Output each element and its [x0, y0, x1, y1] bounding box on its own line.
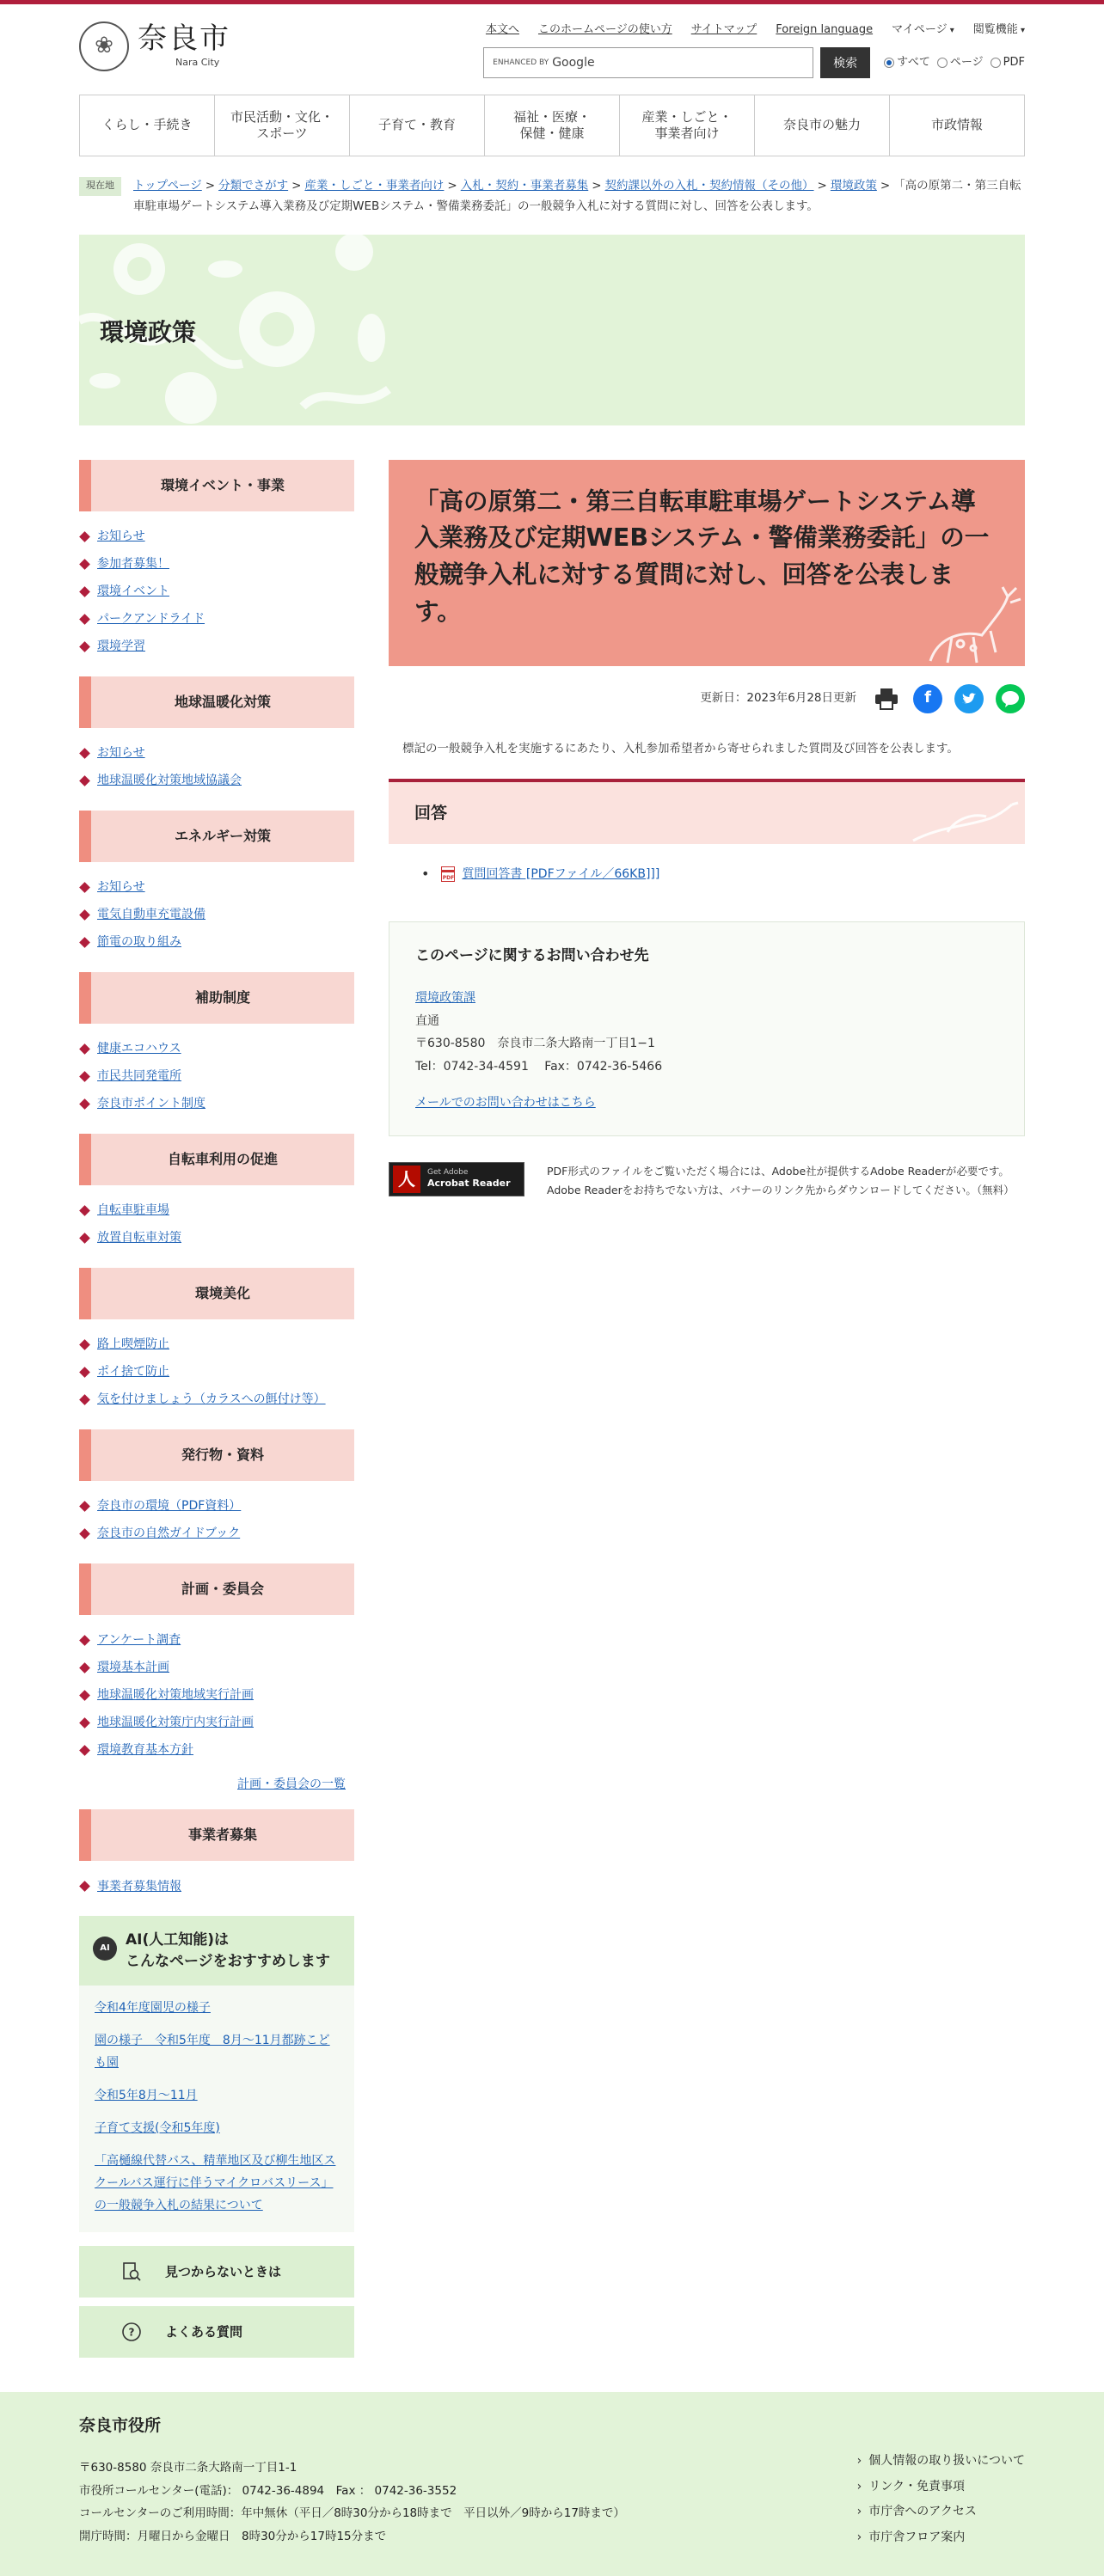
list-item [79, 1493, 354, 1521]
sidebar-link[interactable]: 奈良市の自然ガイドブック [97, 1527, 241, 1541]
list-item [79, 1682, 354, 1710]
site-name: 奈良市 [138, 21, 230, 56]
sidebar-link[interactable]: 市民共同発電所 [97, 1069, 181, 1084]
nav-childcare[interactable]: 子育て・教育 [349, 95, 484, 156]
contact-address: 〒630-8580 奈良市二条大路南一丁目1−1 [415, 1037, 655, 1051]
site-footer [0, 2392, 1104, 2576]
scope-all-radio[interactable]: すべて [884, 54, 930, 72]
sidebar-link[interactable]: 環境基本計画 [97, 1661, 169, 1675]
contact-dept-link[interactable]: 環境政策課 [415, 990, 475, 1005]
sidebar-heading: 発行物・資料 [79, 1429, 354, 1481]
list-item [79, 1359, 354, 1386]
crane-illustration [905, 801, 1025, 844]
get-adobe-reader-banner[interactable]: 人 Get Adobe Acrobat Reader [389, 1162, 524, 1196]
city-emblem-icon: ❀ [79, 21, 129, 71]
nav-city-info[interactable]: 市政情報 [889, 95, 1024, 156]
sidebar-link[interactable]: 気を付けましょう（カラスへの餌付け等） [97, 1392, 326, 1407]
breadcrumb-tag: 現在地 [79, 177, 121, 196]
list-item [79, 874, 354, 902]
list-item [79, 1063, 354, 1091]
sidebar [79, 460, 354, 2367]
sidebar-link[interactable]: 奈良市の環境（PDF資料） [97, 1499, 242, 1514]
sidebar-heading: 計画・委員会 [79, 1563, 354, 1615]
floor-guide-link[interactable]: 市庁舎フロア案内 [868, 2530, 966, 2544]
sidebar-link[interactable]: 環境イベント [97, 584, 169, 599]
mypage-dropdown[interactable]: マイページ ▾ [892, 21, 954, 40]
section-title: 環境政策 [100, 317, 197, 346]
sidebar-link[interactable]: お知らせ [97, 880, 145, 895]
footer-links [857, 2449, 1025, 2550]
ai-recommend-link[interactable]: 令和4年度園児の様子 [95, 2001, 211, 2016]
sidebar-link[interactable]: 電気自動車充電設備 [97, 908, 205, 922]
contact-box [389, 921, 1025, 1136]
sidebar-heading: 環境イベント・事業 [79, 460, 354, 511]
privacy-link[interactable]: 個人情報の取り扱いについて [868, 2454, 1025, 2469]
list-item [79, 1331, 354, 1359]
crumb-business[interactable]: 産業・しごと・事業者向け [304, 179, 445, 193]
footer-address: 〒630-8580 奈良市二条大路南一丁目1-1 [79, 2460, 297, 2475]
sidebar-link[interactable]: 自転車駐車場 [97, 1203, 169, 1218]
sidebar-link[interactable]: パークアンドライド [97, 612, 205, 627]
not-found-label: 見つからないときは [165, 2264, 282, 2280]
list-item [79, 929, 354, 957]
site-name-en: Nara City [175, 56, 220, 68]
list-item [79, 551, 354, 578]
plans-list-link[interactable]: 計画・委員会の一覧 [237, 1777, 346, 1791]
list-item [79, 1737, 354, 1765]
list-item [79, 578, 354, 606]
skip-to-content-link[interactable]: 本文へ [485, 23, 519, 36]
contact-mail-link[interactable]: メールでのお問い合わせはこちら [415, 1096, 596, 1111]
sidebar-link[interactable]: 放置自転車対策 [97, 1231, 181, 1245]
sidebar-link[interactable]: 路上喫煙防止 [97, 1337, 169, 1352]
how-to-use-link[interactable]: このホームページの使い方 [537, 23, 672, 36]
nav-attractions[interactable]: 奈良市の魅力 [754, 95, 889, 156]
sidebar-link[interactable]: 環境教育基本方針 [97, 1743, 193, 1758]
sidebar-link[interactable]: アンケート調査 [97, 1633, 181, 1648]
adobe-notice-text: PDF形式のファイルをご覧いただく場合には、Adobe社が提供するAdobe Readerが必要です。Adobe Readerをお持ちでない方は、バナーのリンク先からダウンロードしてください。（無料） [547, 1164, 1015, 1197]
list-item [79, 768, 354, 795]
footer-callcenter-hours: コールセンターのご利用時間：年中無休（平日／8時30分から18時まで 平日以外／9時から17時まで） [79, 2506, 625, 2521]
search-document-icon [120, 2261, 143, 2283]
answer-heading-box [389, 779, 1025, 844]
list-item [79, 1036, 354, 1063]
sidebar-link[interactable]: 奈良市ポイント制度 [97, 1097, 205, 1111]
sidebar-link[interactable]: 事業者募集情報 [97, 1879, 181, 1894]
search-input[interactable]: ENHANCED BY Google [483, 47, 813, 78]
sidebar-link[interactable]: 地球温暖化対策地域協議会 [97, 774, 242, 788]
contact-phone: Tel：0742-34-4591 Fax：0742-36-5466 [415, 1059, 663, 1074]
access-link[interactable]: 市庁舎へのアクセス [868, 2505, 977, 2519]
sitemap-link[interactable]: サイトマップ [690, 23, 757, 36]
sidebar-heading: 補助制度 [79, 972, 354, 1024]
nav-business[interactable]: 産業・しごと・ 事業者向け [619, 95, 754, 156]
facebook-icon[interactable]: f [913, 684, 942, 713]
footer-org-name: 奈良市役所 [79, 2416, 162, 2436]
sidebar-link[interactable]: お知らせ [97, 529, 145, 544]
faq-button[interactable] [79, 2306, 354, 2358]
line-icon[interactable] [996, 684, 1025, 713]
list-item [79, 1091, 354, 1118]
answer-heading: 回答 [414, 803, 448, 823]
nav-civic-culture[interactable]: 市民活動・文化・ スポーツ [214, 95, 349, 156]
sidebar-link[interactable]: 節電の取り組み [97, 935, 181, 950]
footer-office-hours: 開庁時間：月曜日から金曜日 8時30分から17時15分まで [79, 2529, 387, 2543]
sidebar-heading: 自転車利用の促進 [79, 1134, 354, 1185]
crumb-category[interactable]: 分類でさがす [218, 179, 289, 193]
site-logo[interactable] [79, 21, 230, 71]
contact-heading: このページに関するお問い合わせ先 [415, 946, 649, 964]
sidebar-link[interactable]: 参加者募集！ [97, 557, 169, 572]
ai-recommend-link[interactable]: 「高樋線代替バス、精華地区及び柳生地区スクールバス運行に伴うマイクロバスリース」の一般競争入札の結果について [95, 2153, 336, 2212]
google-label: Google [552, 55, 595, 70]
list-item [79, 523, 354, 551]
list-item [79, 740, 354, 768]
print-icon[interactable] [872, 684, 901, 713]
intro-text: 標記の一般競争入札を実施するにあたり、入札参加希望者から寄せられました質問及び回答を公表します。 [402, 741, 959, 756]
sidebar-link[interactable]: 地球温暖化対策庁内実行計画 [97, 1716, 254, 1730]
sidebar-link[interactable]: お知らせ [97, 746, 145, 761]
nav-living[interactable]: くらし・手続き [101, 117, 193, 133]
crumb-other-bidding[interactable]: 契約課以外の入札・契約情報（その他） [604, 179, 814, 193]
twitter-icon[interactable] [954, 684, 984, 713]
utility-links [486, 21, 1025, 40]
breadcrumb: 現在地 トップページ > 分類でさがす > 産業・しごと・事業者向け > 入札・契約・事業者募集 > 契約課以外の入札・契約情報（その他） > 環境政策 > 「高の原第二・第三自転車駐車場ゲートシステム導入業務及び定期WEBシステム・警備業務委託」の一般競争入札に対する質問に対し、回答を公表します。 [79, 175, 1025, 217]
sidebar-link[interactable]: 地球温暖化対策地域実行計画 [97, 1688, 254, 1703]
pdf-file-icon: • PDF [441, 866, 455, 882]
page-title: 「高の原第二・第三自転車駐車場ゲートシステム導入業務及び定期WEBシステム・警備業務委託」の一般競争入札に対する質問に対し、回答を公表します。 [414, 486, 990, 626]
ai-recommend-link[interactable]: 子育て支援(令和5年度) [95, 2120, 220, 2135]
sidebar-link[interactable]: 環境学習 [97, 639, 145, 654]
scope-pdf-radio[interactable]: PDF [991, 54, 1025, 72]
list-item [79, 902, 354, 929]
ai-recommendations [79, 1916, 354, 2232]
faq-label: よくある質問 [165, 2324, 243, 2340]
list-item [79, 1225, 354, 1252]
ai-title: AI(人工知能)は こんなページをおすすめします [126, 1930, 330, 1970]
acrobat-icon: 人 [393, 1166, 420, 1193]
list-item [79, 1710, 354, 1737]
question-bubble-icon [120, 2321, 143, 2343]
sidebar-heading: 事業者募集 [79, 1809, 354, 1861]
section-banner [79, 235, 1025, 425]
crumb-bidding[interactable]: 入札・契約・事業者募集 [460, 179, 589, 193]
accessibility-dropdown[interactable]: 閲覧機能 ▾ [973, 21, 1025, 40]
adobe-reader-notice [389, 1162, 1025, 1201]
ai-icon: AI [93, 1937, 117, 1961]
main-content [389, 460, 1025, 2367]
disclaimer-link[interactable]: リンク・免責事項 [868, 2479, 965, 2493]
contact-direct: 直通 [415, 1013, 439, 1028]
list-item [79, 1627, 354, 1655]
sidebar-heading: 環境美化 [79, 1268, 354, 1319]
answer-pdf-link[interactable]: 質問回答書 [PDFファイル／66KB]]] [462, 866, 660, 881]
sidebar-link[interactable]: ポイ捨て防止 [97, 1365, 169, 1380]
global-nav [79, 95, 1025, 156]
ai-recommend-link[interactable]: 園の様子 令和5年度 8月～11月都跡こども園 [95, 2034, 330, 2071]
sidebar-heading: 地球温暖化対策 [79, 676, 354, 728]
file-list [389, 844, 1025, 885]
updated-date: 更新日：2023年6月28日更新 [700, 690, 856, 705]
scope-page-radio[interactable]: ページ [937, 54, 984, 72]
svg-text:?: ? [128, 2326, 135, 2339]
list-item [421, 863, 1025, 885]
crumb-current: 「高の原第二・第三自転車駐車場ゲートシステム導入業務及び定期WEBシステム・警備業務委託」の一般競争入札に対する質問に対し、回答を公表します。 [133, 179, 1021, 214]
site-header [79, 4, 1025, 90]
list-item [79, 606, 354, 633]
list-item [79, 1197, 354, 1225]
list-item [79, 1655, 354, 1682]
sidebar-link[interactable]: 健康エコハウス [97, 1042, 181, 1056]
page-title-box [389, 460, 1025, 666]
list-item [79, 1521, 354, 1548]
nav-welfare[interactable]: 福祉・医療・ 保健・健康 [484, 95, 619, 156]
foreign-language-link[interactable]: Foreign language [776, 23, 874, 36]
crumb-env-policy[interactable]: 環境政策 [830, 179, 877, 193]
list-item [79, 1386, 354, 1414]
search-scope [884, 54, 1025, 72]
not-found-button[interactable] [79, 2246, 354, 2298]
footer-callcenter: 市役所コールセンター(電話)： 0742-36-4894 Fax ： 0742-36-3552 [79, 2483, 457, 2498]
list-item [79, 1873, 354, 1900]
sidebar-heading: エネルギー対策 [79, 811, 354, 862]
ai-recommend-link[interactable]: 令和5年8月～11月 [95, 2088, 198, 2102]
search-row [483, 47, 1025, 78]
list-item [79, 633, 354, 661]
page-meta [389, 682, 1025, 716]
crumb-top[interactable]: トップページ [133, 179, 202, 193]
search-button[interactable]: 検索 [820, 47, 870, 78]
